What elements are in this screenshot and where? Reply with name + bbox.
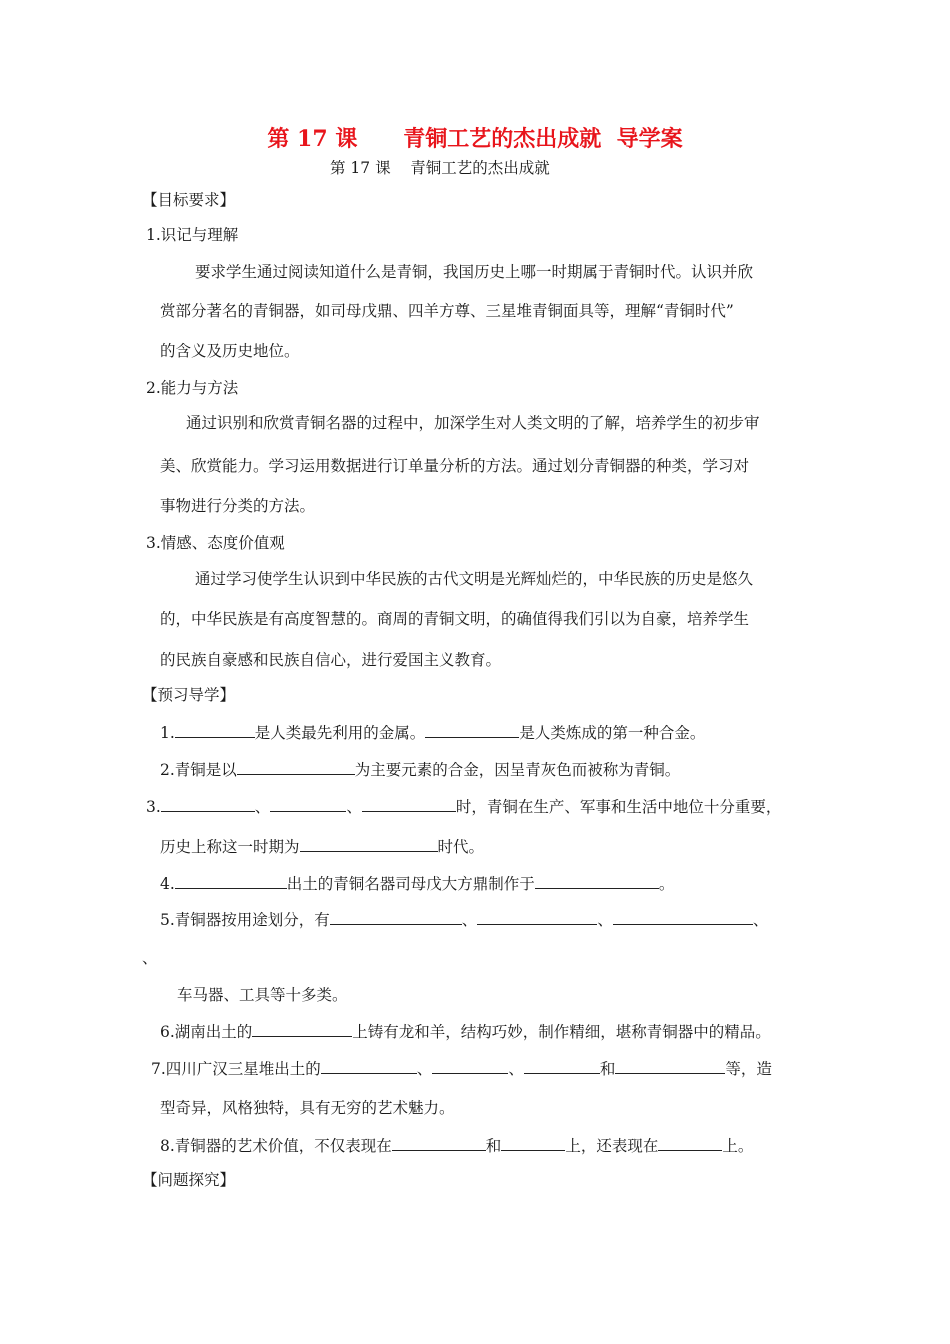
document-subtitle: 第 17 课 青铜工艺的杰出成就 bbox=[330, 159, 550, 177]
question-7-continued: 型奇异，风格独特，具有无穷的艺术魅力。 bbox=[160, 1099, 455, 1117]
section-heading-inquiry: 【问题探究】 bbox=[142, 1171, 236, 1189]
goal-2-text-line: 美、欣赏能力。学习运用数据进行订单量分析的方法。通过划分青铜器的种类，学习对 bbox=[160, 457, 750, 475]
goal-3-text-line: 的民族自豪感和民族自信心，进行爱国主义教育。 bbox=[160, 651, 502, 669]
goal-1-text-line: 赏部分著名的青铜器，如司母戊鼎、四羊方尊、三星堆青铜面具等，理解“青铜时代” bbox=[160, 302, 734, 320]
goal-3-text-line: 通过学习使学生认识到中华民族的古代文明是光辉灿烂的，中华民族的历史是悠久 bbox=[195, 570, 754, 588]
goal-2-text-line: 通过识别和欣赏青铜名器的过程中，加深学生对人类文明的了解，培养学生的初步审 bbox=[186, 414, 760, 432]
goal-2-label: 2.能力与方法 bbox=[146, 379, 239, 397]
question-7: 7.四川广汉三星堆出土的 、 、 和 等，造 bbox=[151, 1060, 772, 1078]
goal-3-text-line: 的，中华民族是有高度智慧的。商周的青铜文明，的确值得我们引以为自豪，培养学生 bbox=[160, 610, 750, 628]
answer-blank[interactable] bbox=[175, 873, 287, 889]
question-4: 4. 出土的青铜名器司母戊大方鼎制作于 。 bbox=[160, 875, 675, 893]
question-1: 1. 是人类最先利用的金属。 是人类炼成的第一种合金。 bbox=[160, 724, 706, 742]
document-title: 第 17 课 青铜工艺的杰出成就 导学案 bbox=[267, 126, 683, 152]
goal-2-text-line: 事物进行分类的方法。 bbox=[160, 497, 316, 515]
answer-blank[interactable] bbox=[432, 1058, 508, 1074]
goal-1-text-line: 的含义及历史地位。 bbox=[160, 342, 300, 360]
goal-1-label: 1.识记与理解 bbox=[146, 226, 239, 244]
question-5-separator: 、 bbox=[142, 949, 158, 967]
answer-blank[interactable] bbox=[613, 909, 753, 925]
answer-blank[interactable] bbox=[524, 1058, 600, 1074]
question-2: 2.青铜是以 为主要元素的合金，因呈青灰色而被称为青铜。 bbox=[160, 761, 681, 779]
answer-blank[interactable] bbox=[477, 909, 597, 925]
answer-blank[interactable] bbox=[237, 759, 355, 775]
answer-blank[interactable] bbox=[300, 836, 438, 852]
section-heading-goals: 【目标要求】 bbox=[142, 191, 236, 209]
question-6: 6.湖南出土的 上铸有龙和羊，结构巧妙，制作精细，堪称青铜器中的精品。 bbox=[160, 1023, 771, 1041]
answer-blank[interactable] bbox=[270, 796, 346, 812]
answer-blank[interactable] bbox=[501, 1135, 565, 1151]
answer-blank[interactable] bbox=[615, 1058, 725, 1074]
goal-1-text-line: 要求学生通过阅读知道什么是青铜，我国历史上哪一时期属于青铜时代。认识并欣 bbox=[195, 263, 754, 281]
goal-3-label: 3.情感、态度价值观 bbox=[146, 534, 285, 552]
answer-blank[interactable] bbox=[321, 1058, 417, 1074]
answer-blank[interactable] bbox=[425, 722, 519, 738]
question-5-continued: 车马器、工具等十多类。 bbox=[177, 986, 348, 1004]
section-heading-preview: 【预习导学】 bbox=[142, 686, 236, 704]
answer-blank[interactable] bbox=[362, 796, 456, 812]
answer-blank[interactable] bbox=[252, 1021, 352, 1037]
question-5: 5.青铜器按用途划分，有 、 、 、 bbox=[160, 911, 769, 929]
question-3: 3. 、 、 时，青铜在生产、军事和生活中地位十分重要， bbox=[146, 798, 782, 816]
question-8: 8.青铜器的艺术价值，不仅表现在 和 上，还表现在 上。 bbox=[160, 1137, 754, 1155]
answer-blank[interactable] bbox=[175, 722, 255, 738]
answer-blank[interactable] bbox=[330, 909, 462, 925]
answer-blank[interactable] bbox=[161, 796, 255, 812]
answer-blank[interactable] bbox=[535, 873, 659, 889]
answer-blank[interactable] bbox=[658, 1135, 722, 1151]
question-3-continued: 历史上称这一时期为 时代。 bbox=[160, 838, 485, 856]
answer-blank[interactable] bbox=[392, 1135, 486, 1151]
